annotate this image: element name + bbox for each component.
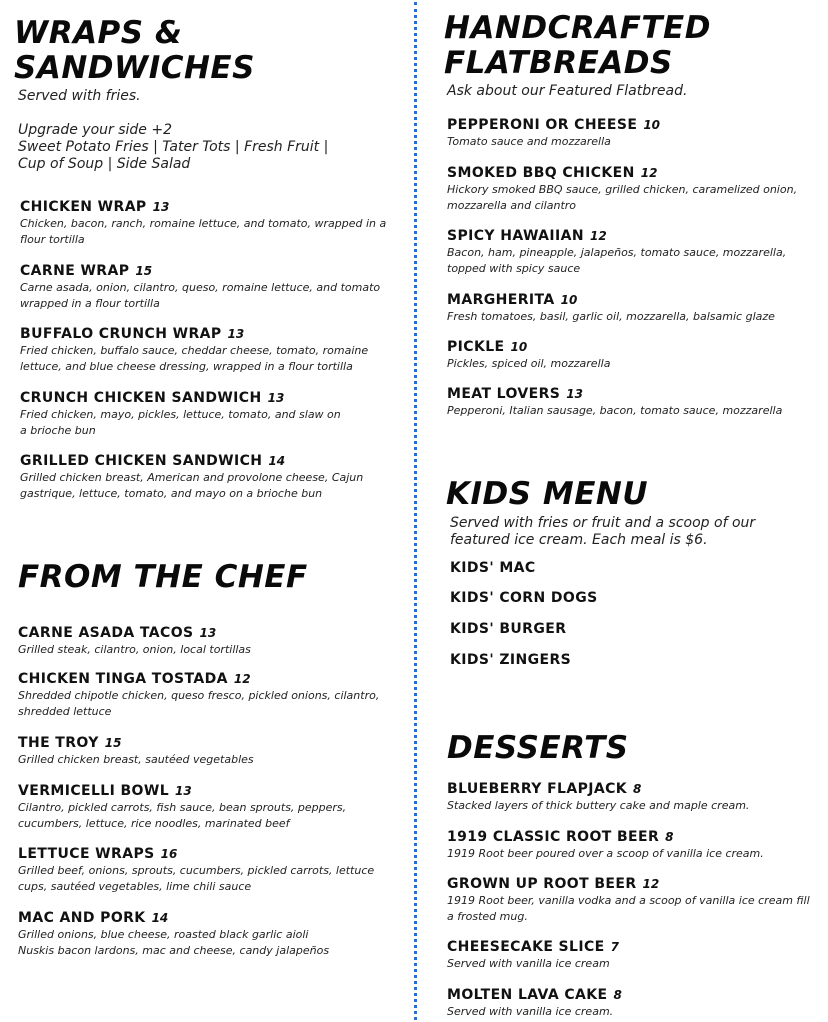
menu-item [447, 336, 610, 372]
item-name: GROWN UP ROOT BEER [447, 876, 637, 892]
item-description: Pickles, spiced oil, mozzarella [447, 357, 611, 370]
kids-section-intro: Served with fries or fruit and a scoop of our featured ice cream. Each meal is $6. [450, 515, 756, 548]
item-name: CHICKEN TINGA TOSTADA [18, 671, 228, 687]
kids-section-title: KIDS MENU [446, 476, 649, 512]
kids-menu-item: KIDS' ZINGERS [450, 652, 572, 668]
item-price: 13 [267, 391, 285, 405]
menu-item [20, 450, 363, 502]
flatbreads-section-title: HANDCRAFTED FLATBREADS [444, 10, 711, 81]
item-price: 13 [566, 387, 583, 401]
wraps-section-title: WRAPS & SANDWICHES [14, 15, 255, 86]
item-price: 12 [233, 672, 251, 686]
menu-item [18, 668, 379, 720]
item-description: Grilled steak, cilantro, onion, local tortillas [18, 643, 251, 656]
item-description: Chicken, bacon, ranch, romaine lettuce, and tomato, wrapped in a flour tortilla [20, 217, 387, 246]
item-price: 8 [633, 782, 642, 796]
item-name: CRUNCH CHICKEN SANDWICH [20, 390, 262, 406]
item-name: THE TROY [18, 735, 99, 751]
menu-item [18, 780, 346, 832]
menu-item [447, 162, 797, 214]
item-description: Cilantro, pickled carrots, fish sauce, bean sprouts, peppers, cucumbers, lettuce, rice noodles, marinated beef [18, 801, 347, 830]
item-description: Shredded chipotle chicken, queso fresco, pickled onions, cilantro, shredded lettuce [18, 689, 380, 718]
desserts-section-title: DESSERTS [447, 730, 629, 766]
item-name: CHICKEN WRAP [20, 199, 147, 215]
kids-menu-item: KIDS' MAC [450, 560, 536, 576]
item-name: BLUEBERRY FLAPJACK [447, 781, 628, 797]
item-description: Grilled chicken breast, American and provolone cheese, Cajun gastrique, lettuce, tomato, and mayo on a brioche bun [20, 471, 364, 500]
item-name: PEPPERONI OR CHEESE [447, 117, 638, 133]
item-name: CHEESECAKE SLICE [447, 939, 605, 955]
item-price: 10 [643, 118, 661, 132]
item-price: 13 [175, 784, 192, 798]
item-price: 12 [640, 166, 658, 180]
item-price: 8 [665, 830, 674, 844]
item-description: Carne asada, onion, cilantro, queso, romaine lettuce, and tomato wrapped in a flour tortilla [20, 281, 381, 310]
menu-item [20, 323, 368, 375]
item-name: SPICY HAWAIIAN [447, 228, 584, 244]
item-name: CARNE WRAP [20, 263, 130, 279]
item-price: 14 [151, 911, 169, 925]
item-description: Fresh tomatoes, basil, garlic oil, mozzarella, balsamic glaze [447, 310, 775, 323]
menu-item [20, 260, 380, 312]
menu-item [447, 289, 775, 325]
menu-item [18, 732, 254, 768]
item-description: Served with vanilla ice cream [447, 957, 610, 970]
item-description: Grilled beef, onions, sprouts, cucumbers, pickled carrots, lettuce cups, sautéed vegetables, lime chili sauce [18, 864, 375, 893]
item-description: 1919 Root beer, vanilla vodka and a scoop of vanilla ice cream fill a frosted mug. [447, 894, 810, 923]
item-price: 10 [510, 340, 528, 354]
item-description: Fried chicken, buffalo sauce, cheddar cheese, tomato, romaine lettuce, and blue cheese dressing, wrapped in a flour tortilla [20, 344, 369, 373]
item-name: MOLTEN LAVA CAKE [447, 987, 608, 1003]
item-name: BUFFALO CRUNCH WRAP [20, 326, 222, 342]
item-name: MEAT LOVERS [447, 386, 561, 402]
item-name: 1919 CLASSIC ROOT BEER [447, 829, 660, 845]
menu-item [447, 383, 782, 419]
menu-item [447, 114, 660, 150]
item-price: 13 [152, 200, 170, 214]
item-description: Hickory smoked BBQ sauce, grilled chicken, caramelized onion, mozzarella and cilantro [447, 183, 798, 212]
kids-menu-item: KIDS' BURGER [450, 621, 567, 637]
menu-item [447, 936, 619, 972]
kids-menu-item: KIDS' CORN DOGS [450, 590, 598, 606]
menu-item [447, 873, 810, 925]
column-divider [414, 2, 417, 1020]
item-price: 15 [135, 264, 153, 278]
item-name: PICKLE [447, 339, 505, 355]
item-description: Grilled chicken breast, sautéed vegetables [18, 753, 254, 766]
menu-item [18, 907, 329, 959]
item-name: SMOKED BBQ CHICKEN [447, 165, 635, 181]
item-name: LETTUCE WRAPS [18, 846, 155, 862]
menu-item [447, 984, 622, 1020]
item-name: MARGHERITA [447, 292, 555, 308]
item-description: 1919 Root beer poured over a scoop of vanilla ice cream. [447, 847, 764, 860]
menu-item [447, 778, 749, 814]
item-name: MAC AND PORK [18, 910, 146, 926]
item-name: VERMICELLI BOWL [18, 783, 170, 799]
item-price: 16 [160, 847, 178, 861]
menu-item [447, 826, 764, 862]
item-price: 15 [104, 736, 122, 750]
item-description: Grilled onions, blue cheese, roasted black garlic aioli Nuskis bacon lardons, mac and cheese, candy jalapeños [18, 928, 330, 957]
item-price: 8 [613, 988, 622, 1002]
item-price: 7 [610, 940, 619, 954]
flatbreads-section-intro: Ask about our Featured Flatbread. [447, 83, 688, 99]
menu-item [447, 225, 786, 277]
item-price: 13 [227, 327, 245, 341]
item-description: Pepperoni, Italian sausage, bacon, tomato sauce, mozzarella [447, 404, 783, 417]
item-price: 10 [560, 293, 578, 307]
item-price: 12 [642, 877, 660, 891]
item-name: GRILLED CHICKEN SANDWICH [20, 453, 263, 469]
menu-item [20, 196, 386, 248]
item-price: 12 [589, 229, 607, 243]
item-price: 13 [199, 626, 217, 640]
item-description: Fried chicken, mayo, pickles, lettuce, tomato, and slaw on a brioche bun [20, 408, 341, 437]
menu-item [18, 843, 374, 895]
item-description: Bacon, ham, pineapple, jalapeños, tomato sauce, mozzarella, topped with spicy sauce [447, 246, 787, 275]
item-description: Served with vanilla ice cream. [447, 1005, 614, 1018]
chef-section-title: FROM THE CHEF [18, 559, 308, 595]
wraps-section-intro: Served with fries. Upgrade your side +2 Sweet Potato Fries | Tater Tots | Fresh Fruit | Cup of Soup | Side Salad [18, 88, 329, 172]
item-description: Stacked layers of thick buttery cake and maple cream. [447, 799, 750, 812]
menu-item [20, 387, 341, 439]
menu-item [18, 622, 251, 658]
item-name: CARNE ASADA TACOS [18, 625, 194, 641]
item-description: Tomato sauce and mozzarella [447, 135, 611, 148]
item-price: 14 [268, 454, 286, 468]
